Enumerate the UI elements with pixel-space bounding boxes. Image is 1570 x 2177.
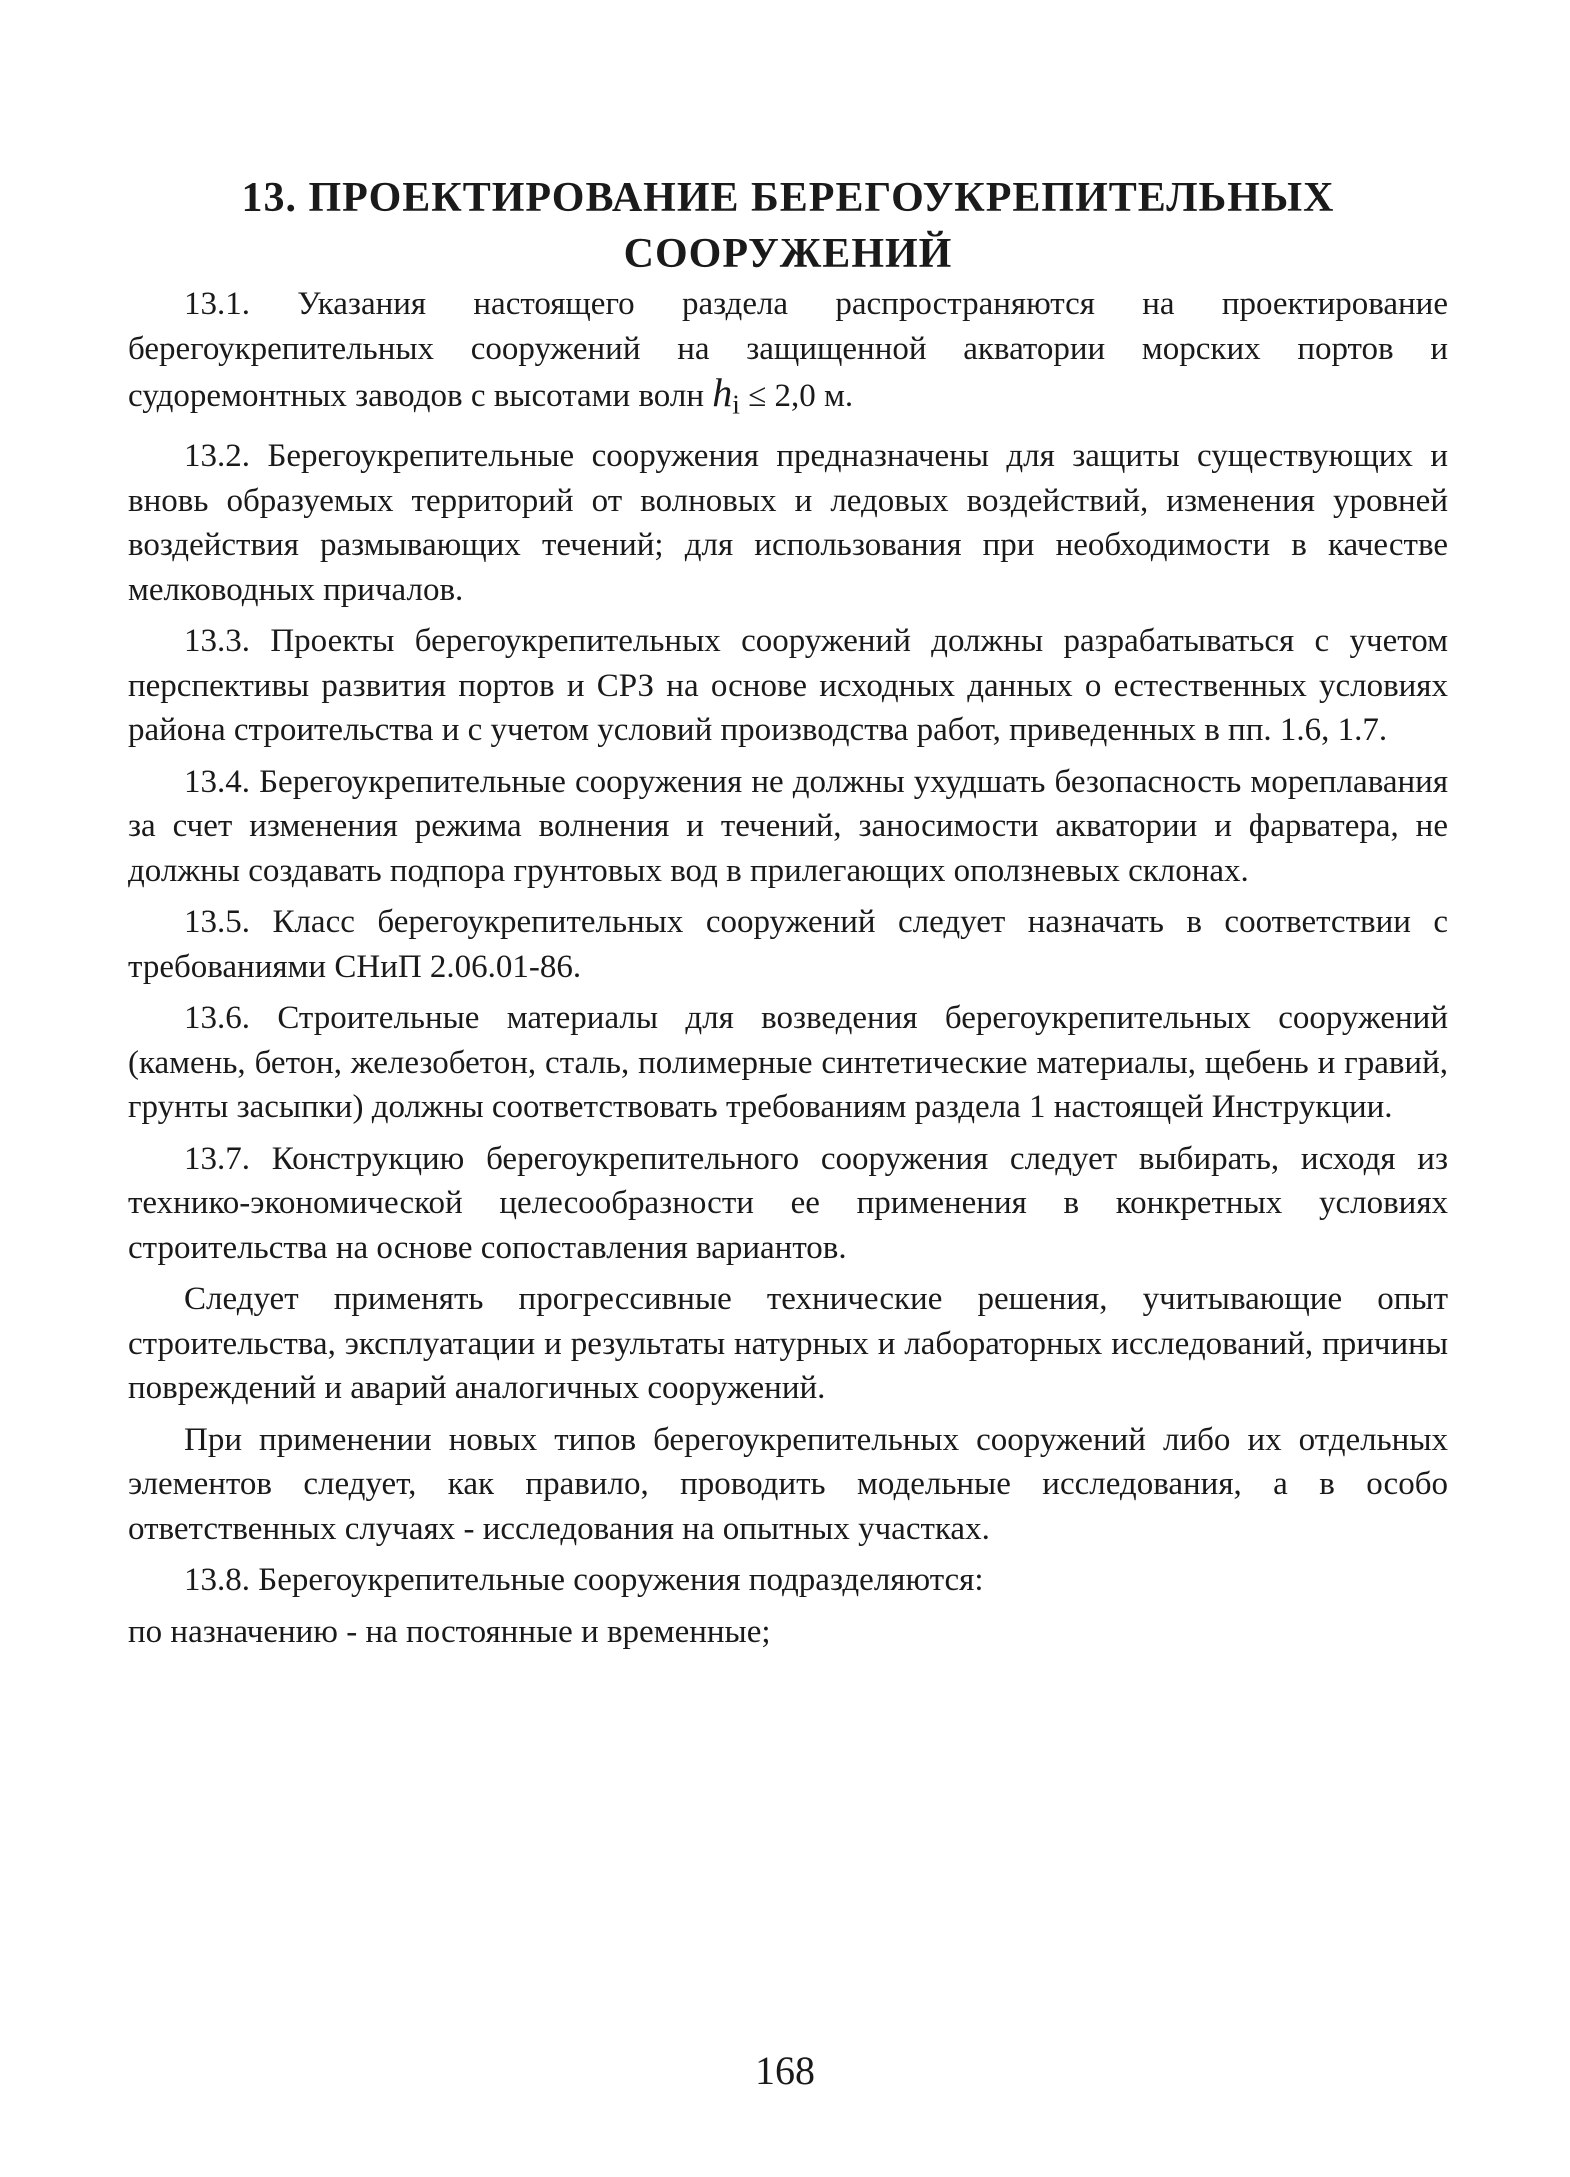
paragraph-new-types: При применении новых типов берегоукрепительных сооружений либо их отдельных элементов следует, как правило, проводить модельные исследования, а в особо ответственных случаях - исследования на опытных участках.	[128, 1421, 1448, 1547]
paragraph-13-7: 13.7. Конструкцию берегоукрепительного сооружения следует выбирать, исходя из технико-экономической целесообразности ее применения в конкретных условиях строительства на основе сопоставления вариантов.	[128, 1140, 1448, 1266]
section-body	[128, 282, 1448, 1661]
paragraph-13-3: 13.3. Проекты берегоукрепительных сооружений должны разрабатываться с учетом перспективы развития портов и СРЗ на основе исходных данных о естественных условиях района строительства и с учетом условий производства работ, приведенных в пп. 1.6, 1.7.	[128, 623, 1448, 749]
paragraph-13-6: 13.6. Строительные материалы для возведения берегоукрепительных сооружений (камень, бетон, железобетон, сталь, полимерные синтетические материалы, щебень и гравий, грунты засыпки) должны соответствовать требованиям раздела 1 настоящей Инструкции.	[128, 1000, 1448, 1126]
paragraph-by-purpose: по назначению - на постоянные и временные;	[128, 1613, 771, 1650]
section-title-line-2: СООРУЖЕНИЙ	[623, 231, 953, 277]
paragraph-13-1	[128, 282, 1448, 427]
paragraph-13-1-text: 13.1. Указания настоящего раздела распространяются на проектирование берегоукрепительных сооружений на защищенной акватории морских портов и судоремонтных заводов с высотами волн	[128, 286, 1448, 414]
paragraph-13-2: 13.2. Берегоукрепительные сооружения предназначены для защиты существующих и вновь образуемых территорий от волновых и ледовых воздействий, изменения уровней воздействия размывающих течений; для использования при необходимости в качестве мелководных причалов.	[128, 438, 1448, 608]
section-title-line-1: 13. ПРОЕКТИРОВАНИЕ БЕРЕГОУКРЕПИТЕЛЬНЫХ	[241, 175, 1335, 221]
section-title	[128, 170, 1448, 282]
paragraph-13-1-limit: ≤ 2,0 м.	[739, 378, 854, 414]
paragraph-13-4: 13.4. Берегоукрепительные сооружения не должны ухудшать безопасность мореплавания за счет изменения режима волнения и течений, заносимости акватории и фарватера, не должны создавать подпора грунтовых вод в прилегающих оползневых склонах.	[128, 763, 1448, 889]
page-number: 168	[755, 2048, 815, 2093]
paragraph-13-5: 13.5. Класс берегоукрепительных сооружений следует назначать в соответствии с требованиями СНиП 2.06.01-86.	[128, 904, 1448, 985]
wave-height-symbol: h	[712, 370, 733, 415]
paragraph-progressive-solutions: Следует применять прогрессивные технические решения, учитывающие опыт строительства, эксплуатации и результаты натурных и лабораторных исследований, причины повреждений и аварий аналогичных сооружений.	[128, 1281, 1448, 1407]
paragraph-13-8: 13.8. Берегоукрепительные сооружения подразделяются:	[184, 1562, 984, 1599]
wave-height-subscript: i	[732, 388, 740, 420]
